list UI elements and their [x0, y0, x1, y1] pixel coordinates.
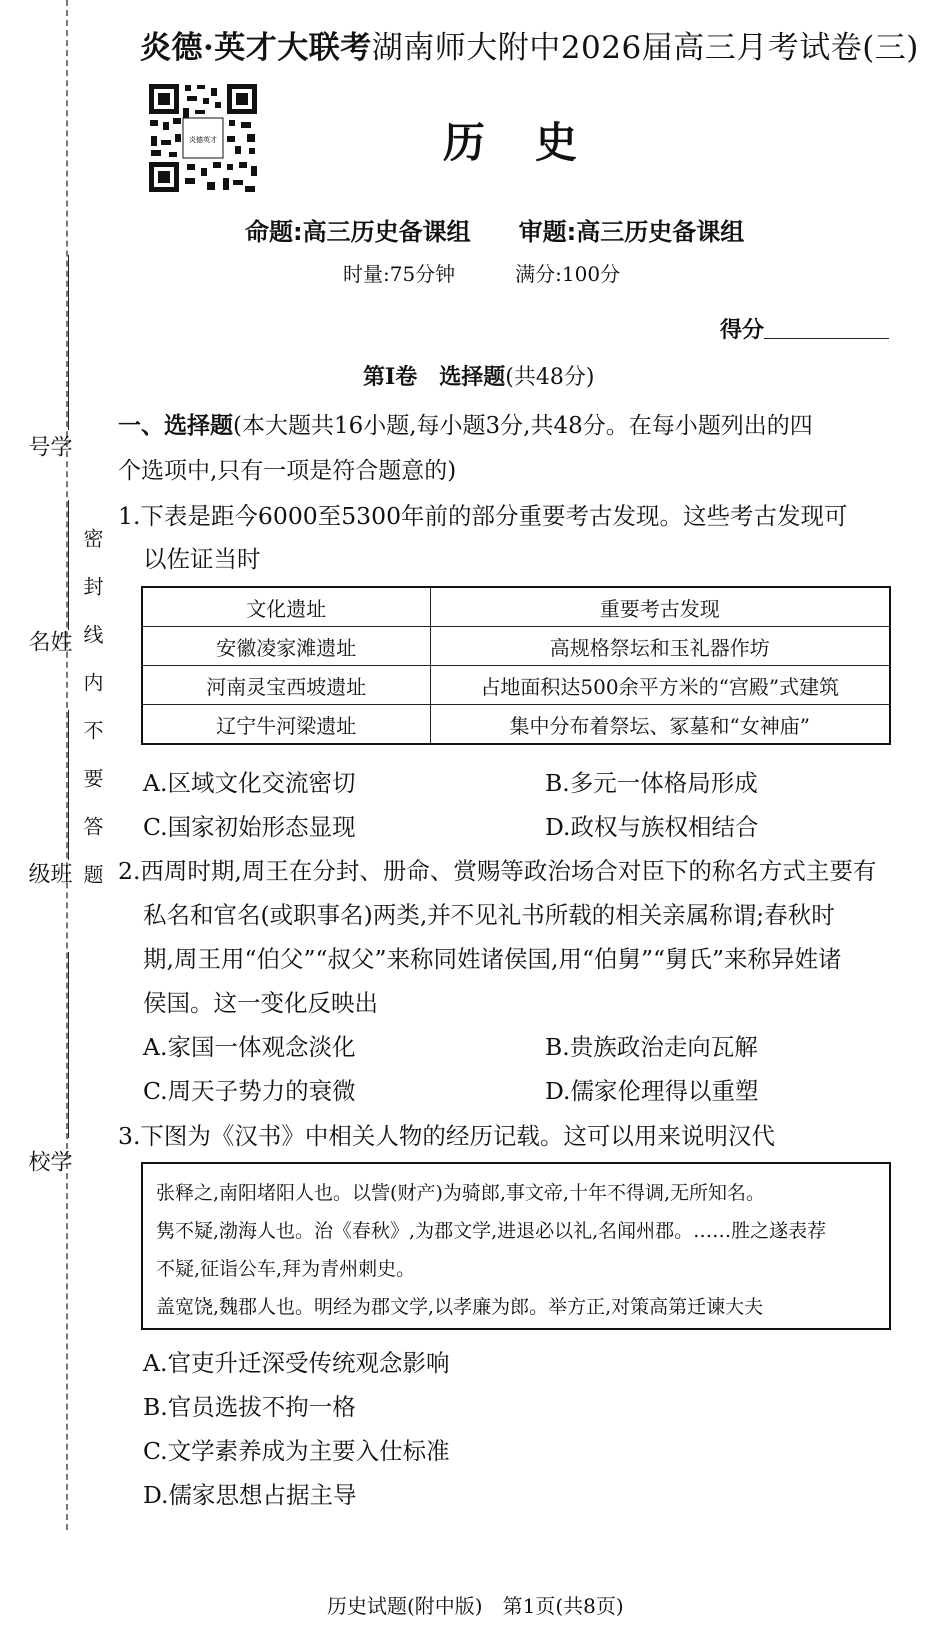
- q1-line1: 1.下表是距今6000至5300年前的部分重要考古发现。这些考古发现可: [118, 502, 848, 530]
- q2-line3: 期,周王用“伯父”“叔父”来称同姓诸侯国,用“伯舅”“舅氏”来称异姓诸: [143, 945, 842, 973]
- q2-option-c[interactable]: C.周天子势力的衰微: [143, 1077, 356, 1105]
- q3-option-a[interactable]: A.官吏升迁深受传统观念影响: [143, 1349, 450, 1377]
- authors-line: 命题:高三历史备课组 审题:高三历史备课组: [245, 218, 745, 246]
- q2-option-a[interactable]: A.家国一体观念淡化: [143, 1033, 356, 1061]
- q1-option-b[interactable]: B.多元一体格局形成: [545, 769, 758, 797]
- quote-line: 隽不疑,渤海人也。治《春秋》,为郡文学,进退必以礼,名闻州郡。……胜之遂表荐: [156, 1220, 827, 1242]
- name-blank-lower[interactable]: [68, 710, 69, 860]
- q2-line4: 侯国。这一变化反映出: [143, 989, 378, 1017]
- score-field: [720, 313, 889, 344]
- score-blank[interactable]: [764, 320, 889, 339]
- table-cell: 集中分布着祭坛、冢墓和“女神庙”: [430, 705, 890, 745]
- table-cell: 高规格祭坛和玉礼器作坊: [430, 627, 890, 666]
- part1-line2: 个选项中,只有一项是符合题意的): [118, 458, 457, 484]
- q3-source-box: [141, 1162, 891, 1330]
- name-blank[interactable]: [68, 500, 69, 630]
- student-id-blank[interactable]: [68, 255, 69, 430]
- qr-logo-text: 炎德英才: [189, 136, 217, 144]
- brand-name: 炎德·英才大联考: [140, 30, 372, 66]
- school-label: 学校: [25, 1150, 72, 1172]
- table-row: [142, 666, 890, 705]
- section-title: 第Ⅰ卷 选择题(共48分): [363, 364, 595, 390]
- exam-title: 湖南师大附中2026届高三月考试卷(三): [371, 30, 919, 66]
- table-cell: 辽宁牛河梁遗址: [142, 705, 430, 745]
- time-info: 时量:75分钟 满分:100分: [343, 262, 621, 286]
- table-cell: 河南灵宝西坡遗址: [142, 666, 430, 705]
- q2-option-d[interactable]: D.儒家伦理得以重塑: [545, 1077, 759, 1105]
- q2-option-b[interactable]: B.贵族政治走向瓦解: [545, 1033, 758, 1061]
- table-row: [142, 627, 890, 666]
- school-blank[interactable]: [68, 978, 69, 1138]
- table-header-cell: 重要考古发现: [430, 587, 890, 627]
- table-row: [142, 705, 890, 745]
- q3-option-d[interactable]: D.儒家思想占据主导: [143, 1481, 357, 1509]
- part1-line1: 一、选择题(本大题共16小题,每小题3分,共48分。在每小题列出的四: [118, 412, 813, 439]
- table-cell: 占地面积达500余平方米的“宫殿”式建筑: [430, 666, 890, 705]
- exam-header: [140, 22, 919, 67]
- subject-title: 历史: [443, 118, 628, 167]
- q2-line1: 2.西周时期,周王在分封、册命、赏赐等政治场合对臣下的称名方式主要有: [118, 857, 877, 885]
- score-label: 得分: [720, 318, 765, 343]
- quote-line: 不疑,征诣公车,拜为青州刺史。: [156, 1258, 416, 1280]
- seal-warning: 密封线内不要答题: [80, 528, 104, 912]
- q3-line1: 3.下图为《汉书》中相关人物的经历记载。这可以用来说明汉代: [118, 1122, 775, 1150]
- class-label: 班级: [25, 862, 72, 884]
- qr-code[interactable]: [147, 82, 259, 194]
- q1-option-c[interactable]: C.国家初始形态显现: [143, 813, 356, 841]
- q1-option-d[interactable]: D.政权与族权相结合: [545, 813, 759, 841]
- q1-option-a[interactable]: A.区域文化交流密切: [143, 769, 356, 797]
- q2-line2: 私名和官名(或职事名)两类,并不见礼书所载的相关亲属称谓;春秋时: [143, 901, 835, 929]
- page-footer: 历史试题(附中版) 第1页(共8页): [327, 1594, 624, 1618]
- student-id-label: 学号: [25, 435, 72, 457]
- table-header-cell: 文化遗址: [142, 587, 430, 627]
- quote-line: 张释之,南阳堵阳人也。以訾(财产)为骑郎,事文帝,十年不得调,无所知名。: [156, 1182, 765, 1204]
- q3-option-c[interactable]: C.文学素养成为主要入仕标准: [143, 1437, 450, 1465]
- q3-option-b[interactable]: B.官员选拔不拘一格: [143, 1393, 356, 1421]
- table-header-row: [142, 587, 890, 627]
- quote-line: 盖宽饶,魏郡人也。明经为郡文学,以孝廉为郎。举方正,对策高第迁谏大夫: [156, 1296, 764, 1318]
- part1-heading: 一、选择题: [118, 412, 233, 439]
- q1-line2: 以佐证当时: [143, 545, 261, 573]
- name-label: 姓名: [25, 630, 72, 652]
- q1-table: [141, 586, 891, 745]
- table-cell: 安徽凌家滩遗址: [142, 627, 430, 666]
